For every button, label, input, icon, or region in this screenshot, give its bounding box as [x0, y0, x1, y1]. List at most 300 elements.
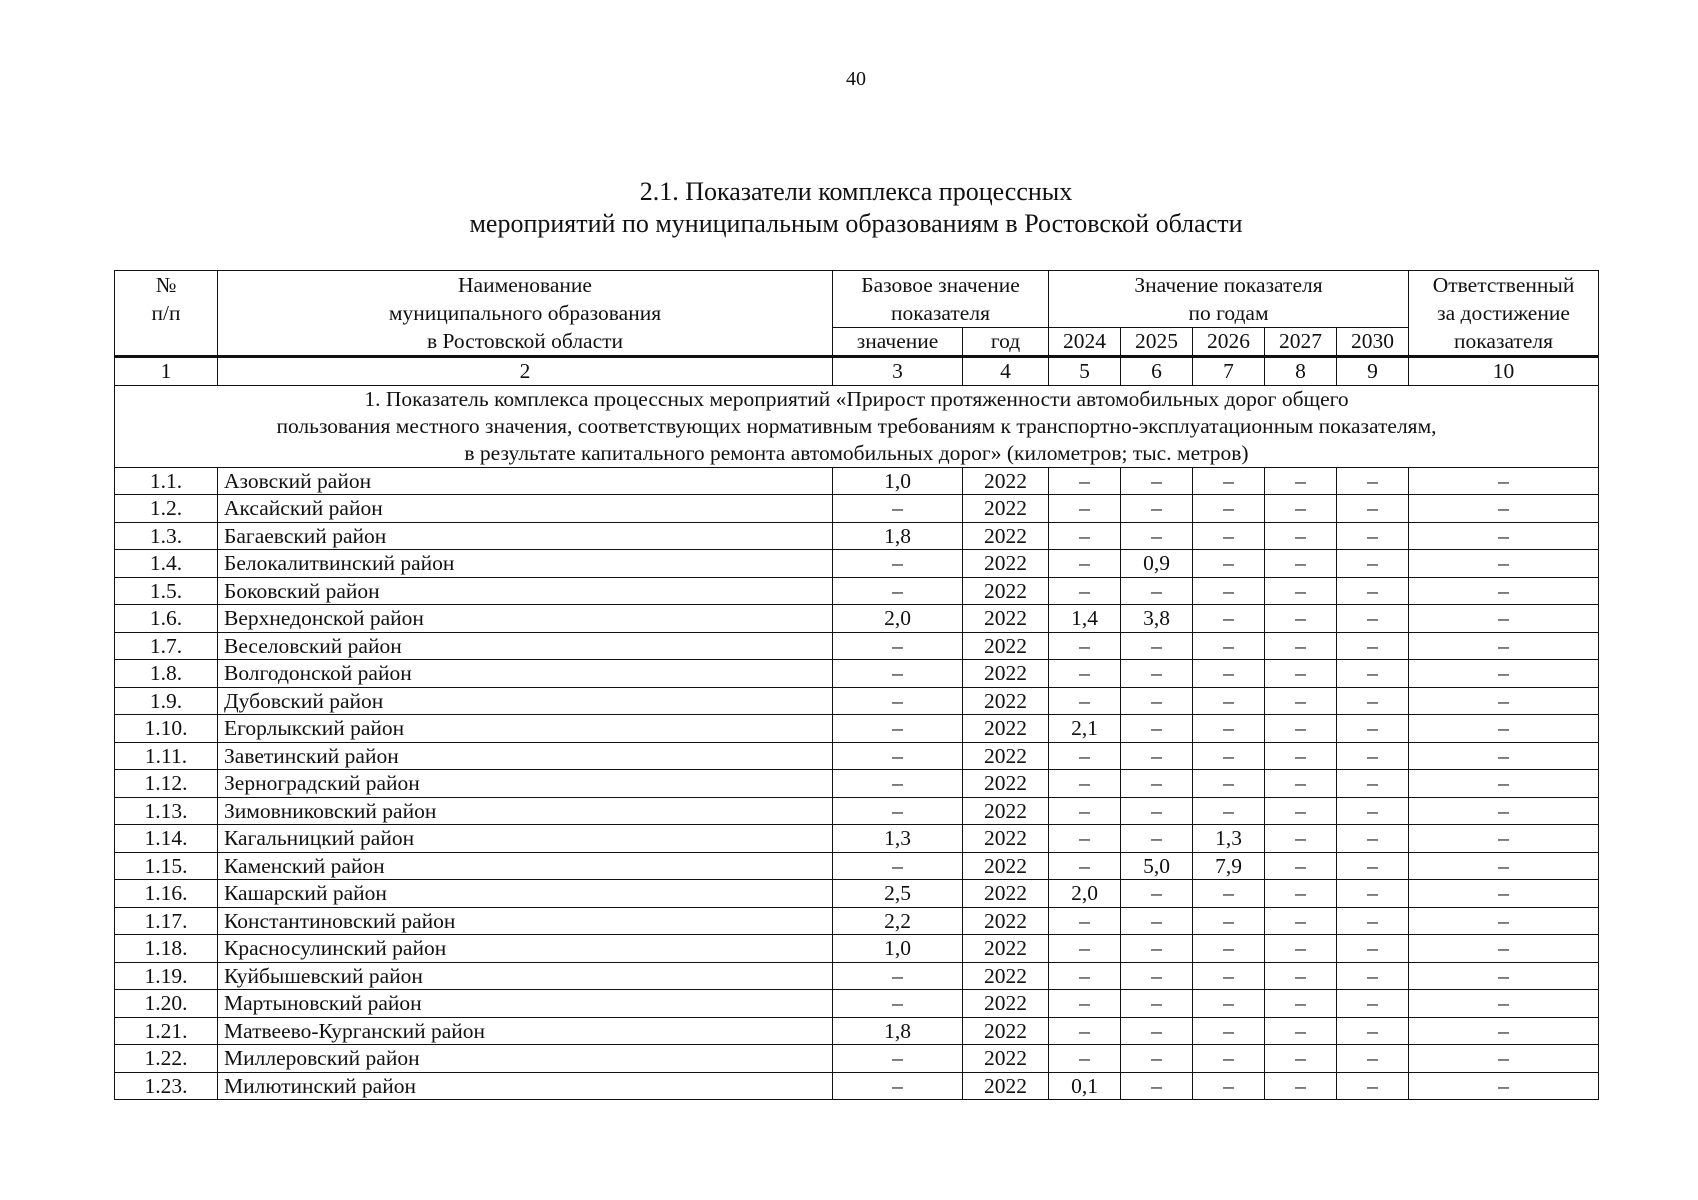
- value-2027: –: [1265, 935, 1337, 963]
- value-2025: –: [1121, 687, 1193, 715]
- base-value: 2,2: [833, 907, 963, 935]
- value-2024: –: [1049, 577, 1121, 605]
- table-row: [115, 632, 1599, 660]
- value-2030: –: [1337, 825, 1409, 853]
- table-row: [115, 770, 1599, 798]
- value-2025: –: [1121, 495, 1193, 523]
- value-2026: –: [1193, 660, 1265, 688]
- value-2026: 7,9: [1193, 852, 1265, 880]
- base-year: 2022: [963, 962, 1049, 990]
- header-resp-line-1: Ответственный: [1432, 273, 1575, 297]
- value-2025: –: [1121, 1072, 1193, 1100]
- value-2030: –: [1337, 550, 1409, 578]
- value-2024: –: [1049, 907, 1121, 935]
- table-row: [115, 1017, 1599, 1045]
- row-number: 1.19.: [115, 962, 218, 990]
- row-number: 1.17.: [115, 907, 218, 935]
- responsible: –: [1409, 852, 1599, 880]
- base-value: –: [833, 660, 963, 688]
- section-row: [115, 385, 1599, 467]
- base-value: 1,8: [833, 1017, 963, 1045]
- value-2026: –: [1193, 495, 1265, 523]
- base-value: –: [833, 632, 963, 660]
- base-value: –: [833, 742, 963, 770]
- municipality-name: Верхнедонской район: [218, 605, 833, 633]
- value-2024: –: [1049, 770, 1121, 798]
- value-2026: –: [1193, 1045, 1265, 1073]
- municipality-name: Зерноградский район: [218, 770, 833, 798]
- base-value: –: [833, 1072, 963, 1100]
- header-year-2026: 2026: [1193, 328, 1265, 357]
- value-2024: –: [1049, 852, 1121, 880]
- responsible: –: [1409, 1072, 1599, 1100]
- value-2027: –: [1265, 1072, 1337, 1100]
- table-row: [115, 577, 1599, 605]
- base-value: –: [833, 852, 963, 880]
- responsible: –: [1409, 522, 1599, 550]
- table-row: [115, 467, 1599, 495]
- table-row: [115, 852, 1599, 880]
- value-2027: –: [1265, 495, 1337, 523]
- base-year: 2022: [963, 605, 1049, 633]
- value-2027: –: [1265, 632, 1337, 660]
- municipality-name: Кагальницкий район: [218, 825, 833, 853]
- column-number: 10: [1409, 357, 1599, 386]
- row-number: 1.3.: [115, 522, 218, 550]
- value-2030: –: [1337, 1045, 1409, 1073]
- base-value: –: [833, 770, 963, 798]
- value-2025: –: [1121, 770, 1193, 798]
- base-value: 1,0: [833, 467, 963, 495]
- value-2030: –: [1337, 962, 1409, 990]
- base-year: 2022: [963, 880, 1049, 908]
- value-2030: –: [1337, 632, 1409, 660]
- base-value: –: [833, 495, 963, 523]
- header-resp-line-3: показателя: [1454, 329, 1553, 353]
- row-number: 1.13.: [115, 797, 218, 825]
- value-2025: –: [1121, 935, 1193, 963]
- table-row: [115, 880, 1599, 908]
- value-2030: –: [1337, 687, 1409, 715]
- responsible: –: [1409, 632, 1599, 660]
- title-line-1: 2.1. Показатели комплекса процессных: [639, 177, 1073, 206]
- header-name: [218, 271, 833, 357]
- municipality-name: Каменский район: [218, 852, 833, 880]
- table-row: [115, 660, 1599, 688]
- value-2027: –: [1265, 577, 1337, 605]
- table-row: [115, 550, 1599, 578]
- document-title: [0, 176, 1698, 240]
- value-2027: –: [1265, 550, 1337, 578]
- municipality-name: Милютинский район: [218, 1072, 833, 1100]
- value-2027: –: [1265, 687, 1337, 715]
- responsible: –: [1409, 467, 1599, 495]
- base-year: 2022: [963, 1017, 1049, 1045]
- value-2027: –: [1265, 962, 1337, 990]
- municipality-name: Миллеровский район: [218, 1045, 833, 1073]
- table-header: [115, 271, 1599, 357]
- municipality-name: Егорлыкский район: [218, 715, 833, 743]
- value-2027: –: [1265, 990, 1337, 1018]
- municipality-name: Азовский район: [218, 467, 833, 495]
- responsible: –: [1409, 907, 1599, 935]
- value-2024: –: [1049, 1045, 1121, 1073]
- responsible: –: [1409, 687, 1599, 715]
- table-row: [115, 522, 1599, 550]
- row-number: 1.10.: [115, 715, 218, 743]
- base-value: –: [833, 797, 963, 825]
- value-2027: –: [1265, 770, 1337, 798]
- base-year: 2022: [963, 770, 1049, 798]
- row-number: 1.23.: [115, 1072, 218, 1100]
- base-year: 2022: [963, 715, 1049, 743]
- municipality-name: Боковский район: [218, 577, 833, 605]
- base-year: 2022: [963, 550, 1049, 578]
- responsible: –: [1409, 935, 1599, 963]
- value-2027: –: [1265, 660, 1337, 688]
- responsible: –: [1409, 1045, 1599, 1073]
- value-2026: –: [1193, 797, 1265, 825]
- table-row: [115, 797, 1599, 825]
- value-2026: –: [1193, 962, 1265, 990]
- header-responsible: [1409, 271, 1599, 357]
- value-2027: –: [1265, 742, 1337, 770]
- base-value: 2,0: [833, 605, 963, 633]
- value-2024: –: [1049, 632, 1121, 660]
- header-resp-line-2: за достижение: [1437, 301, 1570, 325]
- base-value: –: [833, 1045, 963, 1073]
- municipality-name: Волгодонской район: [218, 660, 833, 688]
- responsible: –: [1409, 990, 1599, 1018]
- municipality-name: Заветинский район: [218, 742, 833, 770]
- value-2026: –: [1193, 550, 1265, 578]
- header-values: [1049, 271, 1409, 328]
- header-base-line-2: показателя: [891, 301, 990, 325]
- header-name-line-1: Наименование: [458, 273, 592, 297]
- value-2026: –: [1193, 577, 1265, 605]
- value-2024: –: [1049, 990, 1121, 1018]
- header-year-2030: 2030: [1337, 328, 1409, 357]
- value-2024: –: [1049, 467, 1121, 495]
- value-2025: 0,9: [1121, 550, 1193, 578]
- value-2025: –: [1121, 797, 1193, 825]
- value-2026: 1,3: [1193, 825, 1265, 853]
- responsible: –: [1409, 962, 1599, 990]
- responsible: –: [1409, 577, 1599, 605]
- row-number: 1.14.: [115, 825, 218, 853]
- value-2030: –: [1337, 1017, 1409, 1045]
- value-2026: –: [1193, 935, 1265, 963]
- value-2030: –: [1337, 522, 1409, 550]
- responsible: –: [1409, 550, 1599, 578]
- value-2025: –: [1121, 1045, 1193, 1073]
- value-2026: –: [1193, 1072, 1265, 1100]
- value-2026: –: [1193, 1017, 1265, 1045]
- table-row: [115, 1072, 1599, 1100]
- value-2025: –: [1121, 632, 1193, 660]
- responsible: –: [1409, 605, 1599, 633]
- base-value: 2,5: [833, 880, 963, 908]
- value-2025: –: [1121, 522, 1193, 550]
- value-2030: –: [1337, 660, 1409, 688]
- column-number: 8: [1265, 357, 1337, 386]
- row-number: 1.22.: [115, 1045, 218, 1073]
- value-2024: –: [1049, 687, 1121, 715]
- value-2025: –: [1121, 880, 1193, 908]
- value-2025: –: [1121, 907, 1193, 935]
- value-2030: –: [1337, 742, 1409, 770]
- value-2026: –: [1193, 687, 1265, 715]
- table-row: [115, 962, 1599, 990]
- row-number: 1.1.: [115, 467, 218, 495]
- municipality-name: Белокалитвинский район: [218, 550, 833, 578]
- value-2030: –: [1337, 715, 1409, 743]
- base-value: 1,0: [833, 935, 963, 963]
- value-2027: –: [1265, 1017, 1337, 1045]
- municipality-name: Аксайский район: [218, 495, 833, 523]
- row-number: 1.15.: [115, 852, 218, 880]
- value-2030: –: [1337, 577, 1409, 605]
- value-2024: –: [1049, 742, 1121, 770]
- value-2025: 5,0: [1121, 852, 1193, 880]
- value-2026: –: [1193, 770, 1265, 798]
- value-2024: –: [1049, 962, 1121, 990]
- value-2025: –: [1121, 825, 1193, 853]
- table-body: [115, 357, 1599, 1100]
- header-name-line-3: в Ростовской области: [426, 329, 624, 353]
- header-year-2027: 2027: [1265, 328, 1337, 357]
- header-base-year: год: [963, 328, 1049, 357]
- header-values-line-2: по годам: [1188, 301, 1269, 325]
- base-year: 2022: [963, 495, 1049, 523]
- base-year: 2022: [963, 522, 1049, 550]
- base-year: 2022: [963, 687, 1049, 715]
- table-row: [115, 1045, 1599, 1073]
- column-number: 5: [1049, 357, 1121, 386]
- municipality-name: Константиновский район: [218, 907, 833, 935]
- value-2027: –: [1265, 825, 1337, 853]
- value-2027: –: [1265, 467, 1337, 495]
- value-2026: –: [1193, 880, 1265, 908]
- section-title-line-3: в результате капитального ремонта автомобильных дорог» (километров; тыс. метров): [464, 440, 1249, 465]
- value-2027: –: [1265, 852, 1337, 880]
- base-year: 2022: [963, 467, 1049, 495]
- base-year: 2022: [963, 990, 1049, 1018]
- municipality-name: Кашарский район: [218, 880, 833, 908]
- column-number: 2: [218, 357, 833, 386]
- value-2024: –: [1049, 1017, 1121, 1045]
- base-year: 2022: [963, 660, 1049, 688]
- table-row: [115, 687, 1599, 715]
- column-number: 7: [1193, 357, 1265, 386]
- responsible: –: [1409, 1017, 1599, 1045]
- value-2027: –: [1265, 1045, 1337, 1073]
- header-base-line-1: Базовое значение: [861, 273, 1020, 297]
- value-2024: –: [1049, 825, 1121, 853]
- value-2026: –: [1193, 990, 1265, 1018]
- row-number: 1.18.: [115, 935, 218, 963]
- value-2026: –: [1193, 467, 1265, 495]
- responsible: –: [1409, 742, 1599, 770]
- value-2024: –: [1049, 550, 1121, 578]
- page-number: 40: [846, 68, 866, 90]
- value-2030: –: [1337, 770, 1409, 798]
- base-value: –: [833, 687, 963, 715]
- value-2030: –: [1337, 495, 1409, 523]
- table-row: [115, 990, 1599, 1018]
- responsible: –: [1409, 797, 1599, 825]
- column-number: 3: [833, 357, 963, 386]
- base-year: 2022: [963, 1072, 1049, 1100]
- row-number: 1.12.: [115, 770, 218, 798]
- table-row: [115, 742, 1599, 770]
- responsible: –: [1409, 495, 1599, 523]
- value-2026: –: [1193, 605, 1265, 633]
- header-year-2024: 2024: [1049, 328, 1121, 357]
- value-2024: 1,4: [1049, 605, 1121, 633]
- value-2025: –: [1121, 467, 1193, 495]
- base-year: 2022: [963, 742, 1049, 770]
- value-2030: –: [1337, 467, 1409, 495]
- column-number: 4: [963, 357, 1049, 386]
- row-number: 1.8.: [115, 660, 218, 688]
- value-2024: –: [1049, 522, 1121, 550]
- municipality-name: Багаевский район: [218, 522, 833, 550]
- responsible: –: [1409, 770, 1599, 798]
- table-row: [115, 715, 1599, 743]
- base-value: –: [833, 577, 963, 605]
- municipality-name: Зимовниковский район: [218, 797, 833, 825]
- base-year: 2022: [963, 935, 1049, 963]
- header-num-line-2: п/п: [151, 301, 181, 325]
- value-2025: 3,8: [1121, 605, 1193, 633]
- value-2024: 2,1: [1049, 715, 1121, 743]
- municipality-name: Дубовский район: [218, 687, 833, 715]
- value-2030: –: [1337, 1072, 1409, 1100]
- value-2026: –: [1193, 632, 1265, 660]
- value-2026: –: [1193, 742, 1265, 770]
- value-2030: –: [1337, 797, 1409, 825]
- column-number-row: [115, 357, 1599, 386]
- value-2027: –: [1265, 907, 1337, 935]
- municipality-name: Веселовский район: [218, 632, 833, 660]
- base-year: 2022: [963, 907, 1049, 935]
- municipality-name: Мартыновский район: [218, 990, 833, 1018]
- header-base: [833, 271, 1049, 328]
- header-base-value: значение: [833, 328, 963, 357]
- responsible: –: [1409, 715, 1599, 743]
- column-number: 1: [115, 357, 218, 386]
- value-2025: –: [1121, 990, 1193, 1018]
- value-2026: –: [1193, 907, 1265, 935]
- row-number: 1.16.: [115, 880, 218, 908]
- value-2030: –: [1337, 907, 1409, 935]
- municipality-name: Куйбышевский район: [218, 962, 833, 990]
- section-title: [115, 385, 1599, 467]
- base-value: –: [833, 962, 963, 990]
- column-number: 9: [1337, 357, 1409, 386]
- row-number: 1.5.: [115, 577, 218, 605]
- row-number: 1.11.: [115, 742, 218, 770]
- value-2025: –: [1121, 962, 1193, 990]
- base-year: 2022: [963, 825, 1049, 853]
- base-value: 1,8: [833, 522, 963, 550]
- title-line-2: мероприятий по муниципальным образованиям в Ростовской области: [469, 209, 1243, 238]
- base-year: 2022: [963, 1045, 1049, 1073]
- municipality-name: Красносулинский район: [218, 935, 833, 963]
- responsible: –: [1409, 825, 1599, 853]
- value-2024: –: [1049, 495, 1121, 523]
- value-2027: –: [1265, 715, 1337, 743]
- base-value: –: [833, 715, 963, 743]
- header-num-line-1: №: [155, 273, 177, 297]
- municipality-name: Матвеево-Курганский район: [218, 1017, 833, 1045]
- row-number: 1.21.: [115, 1017, 218, 1045]
- value-2030: –: [1337, 990, 1409, 1018]
- base-year: 2022: [963, 852, 1049, 880]
- value-2025: –: [1121, 577, 1193, 605]
- table-row: [115, 605, 1599, 633]
- value-2025: –: [1121, 660, 1193, 688]
- row-number: 1.2.: [115, 495, 218, 523]
- indicators-table: [114, 270, 1599, 1100]
- section-title-line-1: 1. Показатель комплекса процессных мероприятий «Прирост протяженности автомобильных дорог общего: [364, 386, 1349, 411]
- table-row: [115, 907, 1599, 935]
- row-number: 1.20.: [115, 990, 218, 1018]
- header-year-2025: 2025: [1121, 328, 1193, 357]
- value-2025: –: [1121, 715, 1193, 743]
- row-number: 1.6.: [115, 605, 218, 633]
- table-row: [115, 825, 1599, 853]
- header-name-line-2: муниципального образования: [388, 301, 662, 325]
- value-2024: 2,0: [1049, 880, 1121, 908]
- section-title-line-2: пользования местного значения, соответствующих нормативным требованиям к транспортно-эксплуатационным показателям,: [276, 413, 1437, 438]
- header-num: [115, 271, 218, 357]
- row-number: 1.7.: [115, 632, 218, 660]
- table-row: [115, 935, 1599, 963]
- value-2027: –: [1265, 605, 1337, 633]
- row-number: 1.4.: [115, 550, 218, 578]
- value-2024: –: [1049, 935, 1121, 963]
- base-value: –: [833, 990, 963, 1018]
- base-value: –: [833, 550, 963, 578]
- header-values-line-1: Значение показателя: [1134, 273, 1323, 297]
- value-2024: 0,1: [1049, 1072, 1121, 1100]
- value-2025: –: [1121, 1017, 1193, 1045]
- value-2025: –: [1121, 742, 1193, 770]
- row-number: 1.9.: [115, 687, 218, 715]
- value-2030: –: [1337, 935, 1409, 963]
- value-2027: –: [1265, 522, 1337, 550]
- column-number: 6: [1121, 357, 1193, 386]
- value-2030: –: [1337, 852, 1409, 880]
- responsible: –: [1409, 880, 1599, 908]
- base-year: 2022: [963, 577, 1049, 605]
- value-2024: –: [1049, 797, 1121, 825]
- value-2026: –: [1193, 715, 1265, 743]
- base-value: 1,3: [833, 825, 963, 853]
- value-2030: –: [1337, 605, 1409, 633]
- value-2024: –: [1049, 660, 1121, 688]
- value-2027: –: [1265, 797, 1337, 825]
- value-2027: –: [1265, 880, 1337, 908]
- value-2026: –: [1193, 522, 1265, 550]
- base-year: 2022: [963, 632, 1049, 660]
- value-2030: –: [1337, 880, 1409, 908]
- responsible: –: [1409, 660, 1599, 688]
- base-year: 2022: [963, 797, 1049, 825]
- table-row: [115, 495, 1599, 523]
